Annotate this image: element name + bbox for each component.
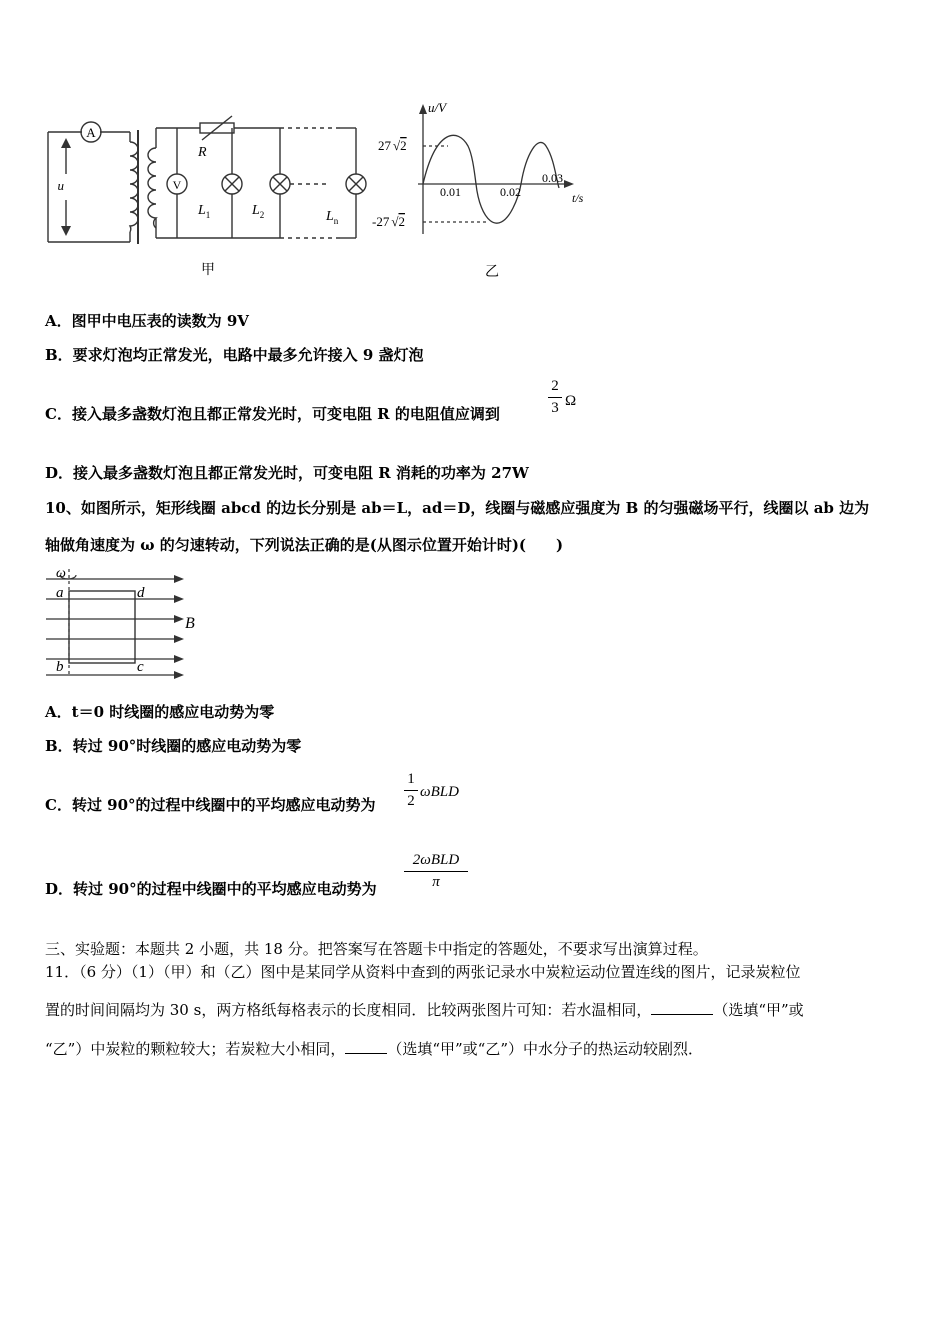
q9-option-c-unit: Ω — [565, 393, 577, 409]
q10-option-c: C．转过 90°的过程中线圈中的平均感应电动势为 — [45, 796, 376, 814]
q10-option-a: A．t＝0 时线圈的感应电动势为零 — [45, 703, 275, 721]
wave-y-max-label: 27 √2 — [378, 138, 407, 153]
vertex-d-label: d — [137, 585, 145, 601]
ammeter-label: A — [86, 125, 96, 140]
omega-label: ω — [56, 566, 66, 581]
q9-option-d: D．接入最多盏数灯泡且都正常发光时，可变电阻 R 消耗的功率为 27W — [45, 464, 529, 482]
input-voltage-label: u — [57, 178, 64, 193]
q10-option-b: B．转过 90°时线圈的感应电动势为零 — [45, 737, 302, 755]
vertex-c-label: c — [137, 659, 144, 675]
q11-line2-text: 置的时间间隔均为 30 s，两方格纸每格表示的长度相同．比较两张图片可知：若水温相同， — [45, 1001, 652, 1019]
q10-stem-line2: 轴做角速度为 ω 的匀速转动，下列说法正确的是(从图示位置开始计时)( ) — [45, 536, 564, 554]
answer-blank-2[interactable] — [345, 1053, 387, 1054]
lamp2-label: $L_2$ — [252, 203, 265, 220]
q9-option-a: A．图甲中电压表的读数为 9V — [45, 312, 249, 330]
q10-option-d-fraction — [404, 852, 468, 891]
lamp1-label: $L_1$ — [198, 203, 211, 220]
fraction-numerator: 1 — [407, 771, 415, 787]
wave-tick-label: 0.02 — [500, 185, 521, 199]
fraction-denominator: π — [432, 874, 440, 890]
wave-y-min-label: -27 √2 — [372, 214, 405, 229]
voltmeter-label: V — [172, 178, 182, 192]
answer-blank-1[interactable] — [651, 1014, 713, 1015]
wave-y-axis-label: u/V — [428, 100, 447, 115]
fraction-numerator: 2 — [551, 378, 559, 394]
q11-line3 — [45, 1039, 703, 1059]
section3-heading: 三、实验题：本题共 2 小题，共 18 分。把答案写在答题卡中指定的答题处，不要求写出演算过程。 — [45, 940, 708, 958]
lampn-label: $L_n$ — [326, 209, 339, 226]
q9-option-c: C．接入最多盏数灯泡且都正常发光时，可变电阻 R 的电阻值应调到 — [45, 405, 500, 423]
wave-tick-label: 0.03 — [542, 171, 563, 185]
wave-tick-label: 0.01 — [440, 185, 461, 199]
q11-line2 — [45, 1000, 804, 1020]
vertex-b-label: b — [56, 659, 64, 675]
figure-caption-yi: 乙 — [485, 265, 499, 280]
fraction-numerator: 2ωBLD — [412, 852, 460, 868]
q11-line1: 11．（6 分）（1）（甲）和（乙）图中是某同学从资料中查到的两张记录水中炭粒运动位置连线的图片，记录炭粒位 — [45, 963, 801, 981]
q10-option-c-expression: ωBLD — [420, 784, 459, 800]
q10-stem-line1: 10、如图所示，矩形线圈 abcd 的边长分别是 ab＝L，ad＝D，线圈与磁感应强度为 B 的匀强磁场平行，线圈以 ab 边为 — [45, 499, 870, 517]
figure-caption-jia: 甲 — [201, 263, 215, 278]
fraction-denominator: 3 — [551, 400, 559, 416]
waveform-figure — [368, 98, 593, 283]
fraction-denominator: 2 — [407, 793, 415, 809]
wave-x-axis-label: t/s — [572, 191, 584, 205]
circuit-figure — [40, 108, 370, 283]
q11-line2-tail: （选填“甲”或 — [713, 1001, 804, 1019]
coil-figure — [44, 565, 204, 685]
q11-line3-text: “乙”）中炭粒的颗粒较大；若炭粒大小相同， — [45, 1040, 346, 1058]
q9-option-c-fraction — [548, 378, 562, 417]
q10-option-d: D．转过 90°的过程中线圈中的平均感应电动势为 — [45, 880, 377, 898]
vertex-a-label: a — [56, 585, 64, 601]
q10-option-c-fraction — [404, 771, 418, 810]
q9-option-b: B．要求灯泡均正常发光，电路中最多允许接入 9 盏灯泡 — [45, 346, 424, 364]
q11-line3-tail: （选填“甲”或“乙”）中水分子的热运动较剧烈． — [387, 1040, 704, 1058]
field-b-label: B — [185, 615, 195, 632]
resistor-label: R — [198, 145, 207, 160]
